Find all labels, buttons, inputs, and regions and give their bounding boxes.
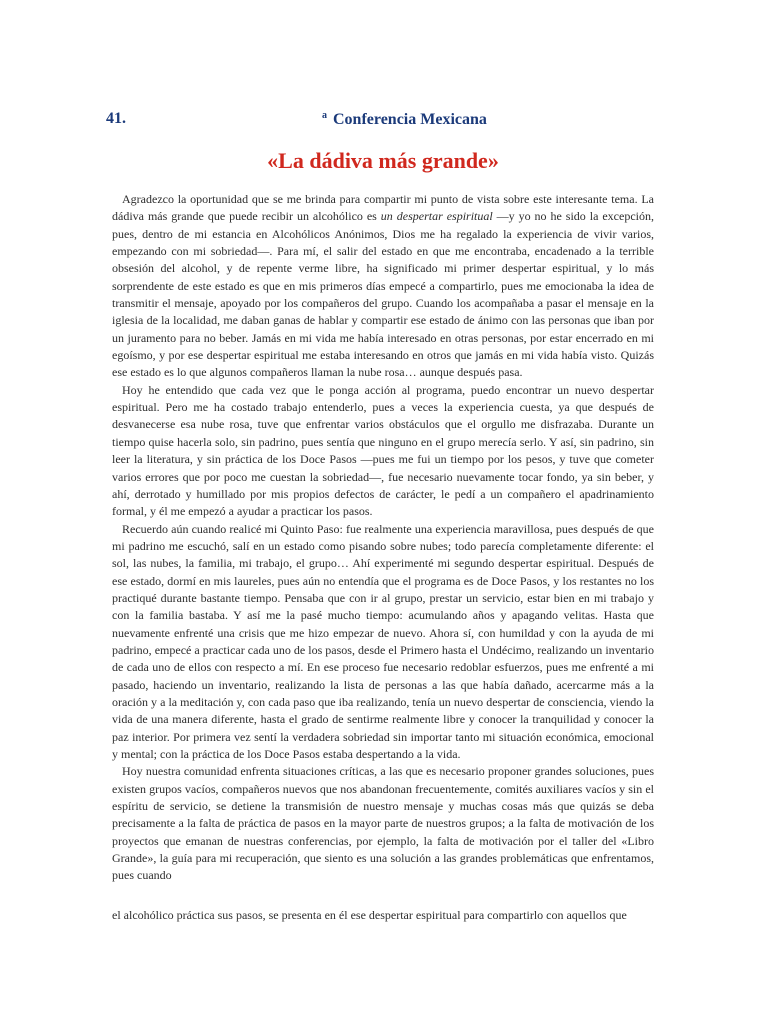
conference-title	[322, 110, 487, 129]
paragraph-1	[112, 191, 654, 382]
paragraph-2: Hoy he entendido que cada vez que le ponga acción al programa, puedo encontrar un nuevo despertar espiritual. Pero me ha costado trabajo entenderlo, pues a veces la experiencia cuesta, ya que después de desvanecerse esa nube rosa, tuve que enfrentar varios obstáculos que el orgullo me disfrazaba. Durante un tiempo quise hacerla solo, sin padrino, pues sentía que ninguno en el grupo merecía serlo. Y así, sin padrino, sin leer la literatura, y sin práctica de los Doce Pasos —pues me fui un tiempo por los pesos, y tuve que cometer varios errores que por poco me cuestan la sobriedad—, fue necesario nuevamente tocar fondo, ya sin beber, y ahí, derrotado y humillado por mis propios defectos de carácter, le pedí a un compañero el apadrinamiento formal, y él me empezó a ayudar a practicar los pasos.	[112, 382, 654, 519]
paragraph-4: Hoy nuestra comunidad enfrenta situaciones críticas, a las que es necesario proponer grandes soluciones, pues existen grupos vacíos, compañeros nuevos que nos abandonan frecuentemente, comités auxiliares vacíos y sin el espíritu de servicio, se detiene la transmisión de nuestro mensaje y muchas cosas más que quizás se deba precisamente a la falta de práctica de pasos en la mayor parte de nuestros grupos; a la falta de motivación de los proyectos que emanan de nuestras conferencias, por ejemplo, la falta de motivación por el taller del «Libro Grande», la guía para mi recuperación, que siento es una solución a las grandes problemáticas que enfrentamos, pues cuando	[112, 764, 654, 883]
paragraph-1-start: Agradezco la oportunidad que se me brinda para compartir mi punto de vista sobre este interesante tema. La dádiva más grande que puede recibir un alcohólico es	[112, 192, 654, 224]
emphasis-text: un despertar espiritual	[380, 209, 493, 224]
article-body	[112, 191, 654, 885]
article-title: «La dádiva más grande»	[267, 148, 499, 173]
paragraph-3: Recuerdo aún cuando realicé mi Quinto Paso: fue realmente una experiencia maravillosa, pues después de que mi padrino me escuchó, salí en un estado como pisando sobre nubes; todo parecía completamente diferente: el sol, las nubes, la familia, mi trabajo, el grupo… Ahí experimenté mi segundo despertar espiritual. Después de ese estado, dormí en mis laureles, pues aún no entendía que el programa es de Doce Pasos, y los restantes no los practiqué durante bastante tiempo. Pensaba que con ir al grupo, prestar un servicio, estar bien en mi trabajo y con la familia bastaba. Y así me la pasé mucho tiempo: acumulando años y apagando velitas. Hasta que nuevamente enfrenté una crisis que me hizo empezar de nuevo. Ahora sí, con humildad y con la ayuda de mi padrino, empecé a practicar cada uno de los pasos, desde el Primero hasta el Undécimo, realizando un inventario de cada uno de ellos con respecto a mí. En ese proceso fue necesario redoblar esfuerzos, pues me enfrenté a mi pasado, haciendo un inventario, realizando la lista de personas a las que había dañado, acercarme más a la oración y a la meditación y, con cada paso que iba realizando, tenía un nuevo despertar de consciencia, viendo la vida de una manera diferente, hasta el grado de sentirme realmente libre y conocer la tranquilidad y conocer la paz interior. Por primera vez sentí la verdadera sobriedad sin importar tanto mi situación económica, emocional y mental; con la práctica de los Doce Pasos estaba despertando a la vida.	[112, 521, 654, 761]
conference-number: 41.	[106, 110, 126, 127]
ordinal-superscript: a	[322, 110, 327, 121]
document-page	[106, 0, 654, 1024]
paragraph-1-end: —y yo no he sido la excepción, pues, dentro de mi estancia en Alcohólicos Anónimos, Dios me ha regalado la experiencia de vivir varios, empezando con mi sobriedad—. Para mí, el salir del estado en que me encontraba, encadenado a la terrible obsesión del alcohol, y de repente verme libre, ha significado mi primer despertar espiritual, y lo más sorprendente de este estado es que en mis primeros días empecé a compartirlo, pues me emocionaba la idea de transmitir el mensaje, apoyado por los compañeros del grupo. Cuando los acompañaba a pasar el mensaje en la iglesia de la localidad, me daban ganas de hablar y compartir ese estado de ánimo con las personas que iban por un juramento para no beber. Jamás en mi vida me había interesado en otras personas, por estar encerrado en mi egoísmo, y por ese despertar espiritual me estaba interesando en otros que jamás en mi vida había visto. Quizás ese estado es lo que algunos compañeros llaman la nube rosa… aunque después pasa.	[112, 209, 654, 380]
conference-title-text: Conferencia Mexicana	[333, 111, 487, 128]
conference-heading	[106, 110, 666, 132]
page-last-line: el alcohólico práctica sus pasos, se presenta en él ese despertar espiritual para compartirlo con aquellos que	[112, 908, 627, 922]
